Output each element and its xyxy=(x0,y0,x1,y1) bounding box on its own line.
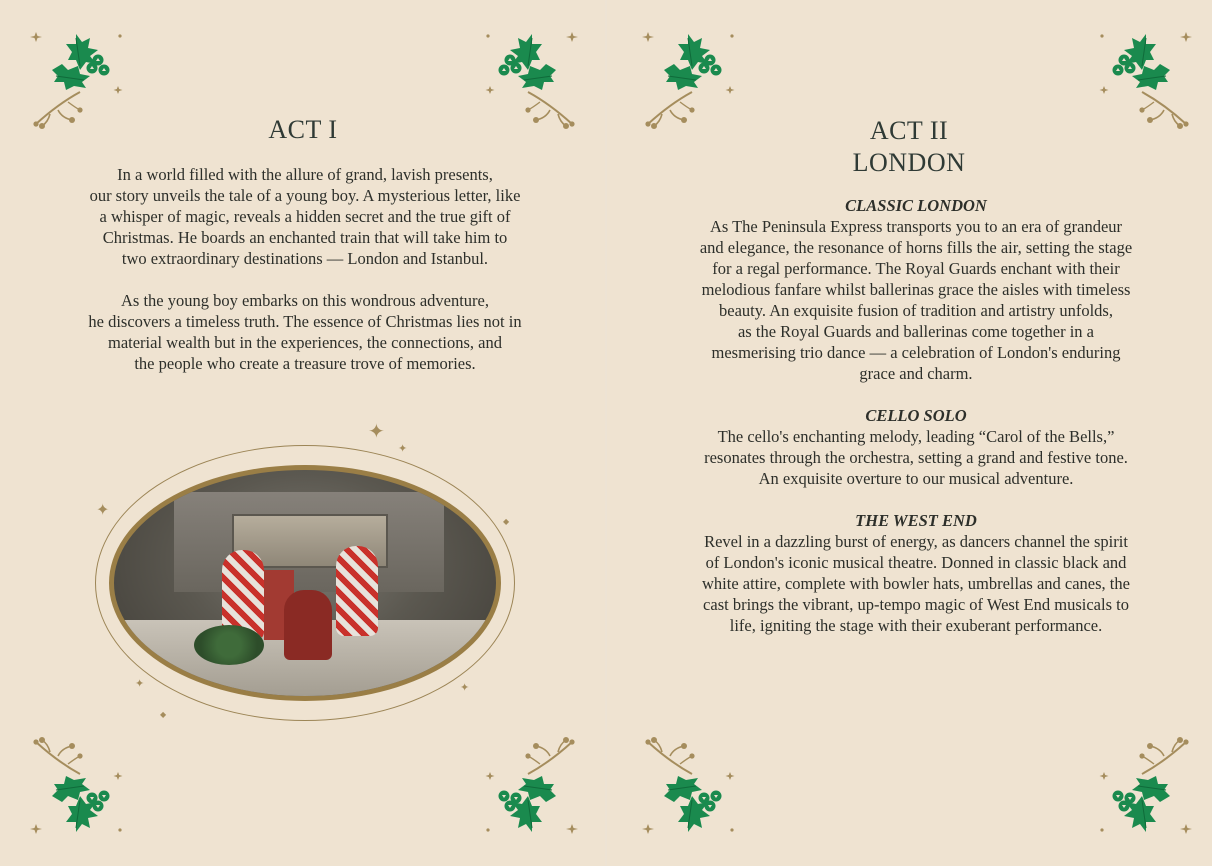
paragraph-line: of London's iconic musical theatre. Donned in classic black and xyxy=(705,553,1127,572)
paragraph-line: our story unveils the tale of a young boy. A mysterious letter, like xyxy=(89,186,521,205)
paragraph-line: As The Peninsula Express transports you to an era of grandeur xyxy=(709,217,1123,236)
holly-sprig-icon xyxy=(470,26,580,136)
paragraph-line: melodious fanfare whilst ballerinas grace the aisles with timeless xyxy=(701,280,1131,299)
paragraph-line: mesmerising trio dance — a celebration of London's enduring xyxy=(711,343,1121,362)
act-one-text xyxy=(60,164,550,374)
sparkle-star-icon: ✦ xyxy=(398,442,408,455)
holly-sprig-icon xyxy=(470,730,580,840)
paragraph-line: beauty. An exquisite fusion of tradition and artistry unfolds, xyxy=(719,301,1113,320)
paragraph-line: for a regal performance. The Royal Guards enchant with their xyxy=(712,259,1120,278)
paragraph-line: An exquisite overture to our musical adventure. xyxy=(758,469,1074,488)
paragraph-line: The cello's enchanting melody, leading “Carol of the Bells,” xyxy=(717,427,1115,446)
paragraph-line: resonates through the orchestra, setting a grand and festive tone. xyxy=(704,448,1128,467)
paragraph-line: two extraordinary destinations — London and Istanbul. xyxy=(121,249,489,268)
paragraph-line: life, igniting the stage with their exuberant performance. xyxy=(729,616,1103,635)
paragraph-line: he discovers a timeless truth. The essence of Christmas lies not in xyxy=(88,312,522,331)
sparkle-star-icon: ◆ xyxy=(160,710,167,719)
act-two-title: ACT II xyxy=(869,116,949,145)
act-two-location: LONDON xyxy=(852,148,966,177)
holly-sprig-icon xyxy=(640,730,750,840)
paragraph-line: grace and charm. xyxy=(859,364,973,383)
section-title: THE WEST END xyxy=(855,511,977,530)
sparkle-star-icon: ✦ xyxy=(368,419,385,443)
paragraph-line: Revel in a dazzling burst of energy, as dancers channel the spirit xyxy=(704,532,1128,551)
paragraph-line: white attire, complete with bowler hats, umbrellas and canes, the xyxy=(702,574,1130,593)
right-page xyxy=(606,0,1212,866)
holly-sprig-icon xyxy=(640,26,750,136)
section-title: CLASSIC LONDON xyxy=(845,196,987,215)
paragraph-line: as the Royal Guards and ballerinas come together in a xyxy=(737,322,1094,341)
sparkle-star-icon: ✦ xyxy=(460,681,470,694)
paragraph-line: material wealth but in the experiences, the connections, and xyxy=(107,333,503,352)
act-one-heading: ACT I xyxy=(268,115,338,144)
holly-sprig-icon xyxy=(28,730,138,840)
paragraph-line: cast brings the vibrant, up-tempo magic of West End musicals to xyxy=(703,595,1129,614)
paragraph-line: the people who create a treasure trove of memories. xyxy=(134,354,476,373)
sparkle-star-icon: ✦ xyxy=(135,677,145,690)
section-title: CELLO SOLO xyxy=(865,406,967,425)
paragraph-line: In a world filled with the allure of grand, lavish presents, xyxy=(117,165,493,184)
sparkle-star-icon: ◆ xyxy=(503,517,510,526)
sparkle-star-icon: ✦ xyxy=(96,500,110,519)
holly-sprig-icon xyxy=(28,26,138,136)
paragraph-line: As the young boy embarks on this wondrous adventure, xyxy=(121,291,489,310)
holly-sprig-icon xyxy=(1084,26,1194,136)
holly-sprig-icon xyxy=(1084,730,1194,840)
paragraph-line: a whisper of magic, reveals a hidden secret and the true gift of xyxy=(99,207,511,226)
act-two-text xyxy=(656,195,1176,636)
paragraph-line: Christmas. He boards an enchanted train that will take him to xyxy=(102,228,508,247)
performers-photo xyxy=(109,465,501,701)
paragraph-line: and elegance, the resonance of horns fills the air, setting the stage xyxy=(699,238,1133,257)
oval-photo-frame xyxy=(95,420,520,720)
